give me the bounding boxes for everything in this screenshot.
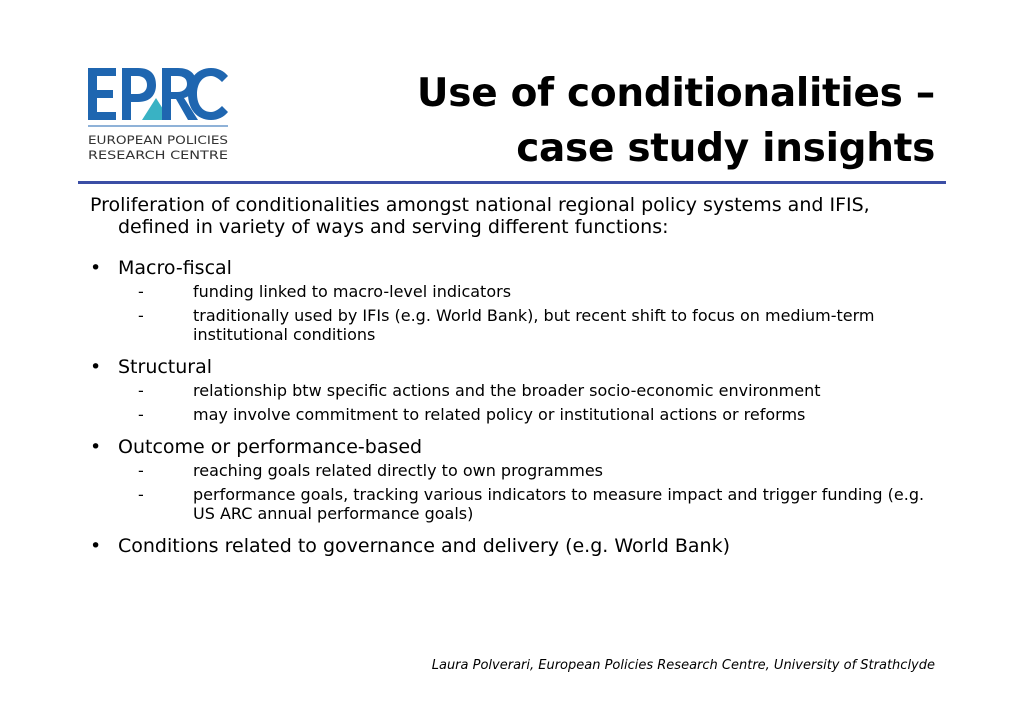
sub-item-text: relationship btw specific actions and the broader socio-economic environment: [193, 381, 821, 400]
bullet-label: Conditions related to governance and delivery (e.g. World Bank): [118, 535, 730, 557]
bullet-list: [90, 257, 940, 557]
bullet-marker: •: [90, 436, 102, 458]
eprc-logo: [86, 64, 231, 172]
title-line2: case study insights: [516, 126, 935, 171]
slide-body: [90, 194, 940, 569]
bullet-item: [90, 356, 940, 378]
dash-marker: -: [138, 381, 144, 400]
bullet-item: [90, 257, 940, 279]
title-line1: Use of conditionalities –: [416, 71, 935, 116]
sub-item-text: performance goals, tracking various indicators to measure impact and trigger funding (e.g. US ARC annual performance goals): [193, 485, 925, 523]
bullet-item: [90, 535, 940, 557]
sub-item: [90, 485, 940, 523]
sub-list: [90, 381, 940, 424]
bullet-label: Outcome or performance-based: [118, 436, 423, 458]
bullet-item: [90, 436, 940, 458]
sub-item-text: funding linked to macro-level indicators: [193, 282, 512, 301]
logo-line2: RESEARCH CENTRE: [88, 148, 228, 162]
bullet-label: Macro-fiscal: [118, 257, 232, 279]
dash-marker: -: [138, 282, 144, 301]
sub-list: [90, 282, 940, 344]
sub-item: [90, 282, 940, 301]
bullet-marker: •: [90, 356, 102, 378]
sub-list: [90, 461, 940, 523]
sub-item-text: traditionally used by IFIs (e.g. World Bank), but recent shift to focus on medium-term institutional conditions: [193, 306, 875, 344]
sub-item-text: reaching goals related directly to own programmes: [193, 461, 603, 480]
title-divider: [78, 181, 946, 184]
slide-title: [417, 66, 935, 176]
bullet-marker: •: [90, 257, 102, 279]
dash-marker: -: [138, 485, 144, 504]
logo-line1: EUROPEAN POLICIES: [88, 133, 228, 147]
sub-item-text: may involve commitment to related policy or institutional actions or reforms: [193, 405, 806, 424]
bullet-label: Structural: [118, 356, 213, 378]
sub-item: [90, 405, 940, 424]
dash-marker: -: [138, 461, 144, 480]
sub-item: [90, 306, 940, 344]
sub-item: [90, 461, 940, 480]
dash-marker: -: [138, 405, 144, 424]
intro-paragraph: Proliferation of conditionalities amongst national regional policy systems and IFIS, defined in variety of ways and serving different functions:: [90, 194, 870, 238]
footer-credit: Laura Polverari, European Policies Research Centre, University of Strathclyde: [431, 658, 935, 673]
bullet-marker: •: [90, 535, 102, 557]
dash-marker: -: [138, 306, 144, 325]
sub-item: [90, 381, 940, 400]
